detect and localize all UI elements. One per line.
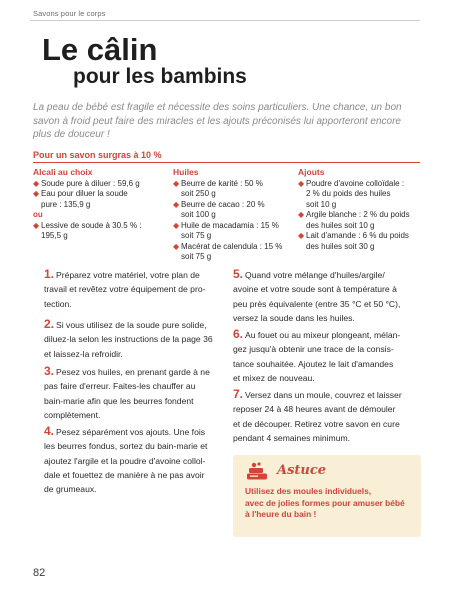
ingredient-item-continuation: des huiles soit 10 g	[306, 220, 375, 230]
recipe-rule	[33, 162, 420, 163]
step-3: 3. Pesez vos huiles, en prenant garde à ne pas faire d'erreur. Faites-les chauffer au bain-marie afin que les beurres fondent complètement.	[44, 364, 210, 420]
oils-heading: Huiles	[173, 167, 199, 177]
or-separator: ou	[33, 210, 43, 219]
step-7: 7. Versez dans un moule, couvrez et laisser reposer 24 à 48 heures avant de démouler et de découper. Retirez votre savon en cure pendant 4 semaines minimum.	[233, 387, 402, 443]
recipe-heading: Pour un savon surgras à 10 %	[33, 150, 162, 160]
intro-paragraph: La peau de bébé est fragile et nécessite des soins particuliers. Une chance, un bon savon à froid peut faire des miracles et les ajouts préconisés lui apporteront encore plus de douceur !	[33, 102, 402, 140]
ingredient-item-continuation: 2 % du poids des huiles	[306, 189, 391, 198]
ingredient-item: ◆ Eau pour diluer la soude	[33, 189, 128, 198]
tip-title: Astuce	[277, 463, 327, 478]
diamond-bullet-icon: ◆	[298, 231, 305, 240]
step-1: 1. Préparez votre matériel, votre plan de travail et revêtez votre équipement de pro- tection.	[44, 267, 206, 309]
alkali-heading: Alcali au choix	[33, 167, 93, 177]
tip-text: Utilisez des moules individuels, avec de jolies formes pour amuser bébé à l'heure du bain !	[245, 486, 405, 519]
ingredient-item: ◆ Macérat de calendula : 15 %	[173, 241, 283, 251]
alkali-column	[33, 167, 168, 242]
step-number: 4.	[44, 424, 55, 438]
running-header: Savons pour le corps	[33, 9, 106, 18]
step-2: 2. Si vous utilisez de la soude pure solide, diluez-la selon les instructions de la page 36 et laissez-la refroidir.	[44, 317, 213, 359]
diamond-bullet-icon: ◆	[173, 220, 180, 230]
ingredient-item-continuation: soit 75 g	[181, 252, 212, 261]
ingredient-item-continuation: soit 100 g	[181, 210, 216, 219]
step-6: 6. Au fouet ou au mixeur plongeant, mélan- gez jusqu'à obtenir une trace de la consis- tance souhaitée. Ajoutez le lait d'amandes et mixez de nouveau.	[233, 327, 401, 383]
tip-box	[233, 455, 421, 537]
page-title: Le câlin	[42, 32, 158, 67]
ingredient-item: ◆ Poudre d'avoine colloïdale :	[298, 178, 405, 188]
additions-heading: Ajouts	[298, 167, 325, 177]
diamond-bullet-icon: ◆	[173, 241, 180, 251]
ingredient-item-continuation: soit 75 g	[181, 231, 212, 240]
ingredient-item: ◆ Argile blanche : 2 % du poids	[298, 210, 410, 219]
diamond-bullet-icon: ◆	[298, 210, 305, 219]
ingredient-item-continuation: pure : 135,9 g	[41, 199, 91, 209]
additions-column	[298, 167, 423, 252]
diamond-bullet-icon: ◆	[298, 178, 305, 188]
diamond-bullet-icon: ◆	[33, 220, 40, 230]
diamond-bullet-icon: ◆	[173, 178, 180, 188]
diamond-bullet-icon: ◆	[33, 189, 40, 198]
step-number: 6.	[233, 327, 244, 341]
page-number: 82	[33, 567, 46, 579]
oils-column	[173, 167, 293, 263]
soap-stack-icon	[245, 461, 271, 481]
step-5: 5. Quand votre mélange d'huiles/argile/ avoine et votre soude sont à température à peu près équivalente (entre 35 °C et 50 °C), versez la soude dans les huiles.	[233, 267, 401, 323]
ingredient-item: ◆ Huile de macadamia : 15 %	[173, 220, 279, 230]
ingredient-item-continuation: des huiles soit 30 g	[306, 241, 375, 251]
ingredient-item-continuation: soit 10 g	[306, 199, 337, 209]
step-number: 5.	[233, 267, 244, 281]
ingredient-item: ◆ Lessive de soude à 30.5 % :	[33, 220, 142, 230]
step-number: 7.	[233, 387, 244, 401]
ingredient-item-continuation: 195,5 g	[41, 231, 68, 240]
ingredient-item: ◆ Lait d'amande : 6 % du poids	[298, 231, 409, 240]
ingredient-item-continuation: soit 250 g	[181, 189, 216, 198]
ingredient-item: ◆ Soude pure à diluer : 59,6 g	[33, 178, 140, 188]
step-number: 3.	[44, 364, 55, 378]
step-number: 2.	[44, 317, 55, 331]
step-4: 4. Pesez séparément vos ajouts. Une fois les beurres fondus, sortez du bain-marie et ajoutez l'argile et la poudre d'avoine collol- dale et fouettez de manière à ne pas avoir de grumeaux.	[44, 424, 208, 495]
ingredient-item: ◆ Beurre de cacao : 20 %	[173, 199, 265, 209]
page-subtitle: pour les bambins	[73, 65, 247, 88]
ingredient-item: ◆ Beurre de karité : 50 %	[173, 178, 263, 188]
diamond-bullet-icon: ◆	[33, 178, 40, 188]
diamond-bullet-icon: ◆	[173, 199, 180, 209]
header-rule	[30, 20, 420, 21]
step-number: 1.	[44, 267, 55, 281]
